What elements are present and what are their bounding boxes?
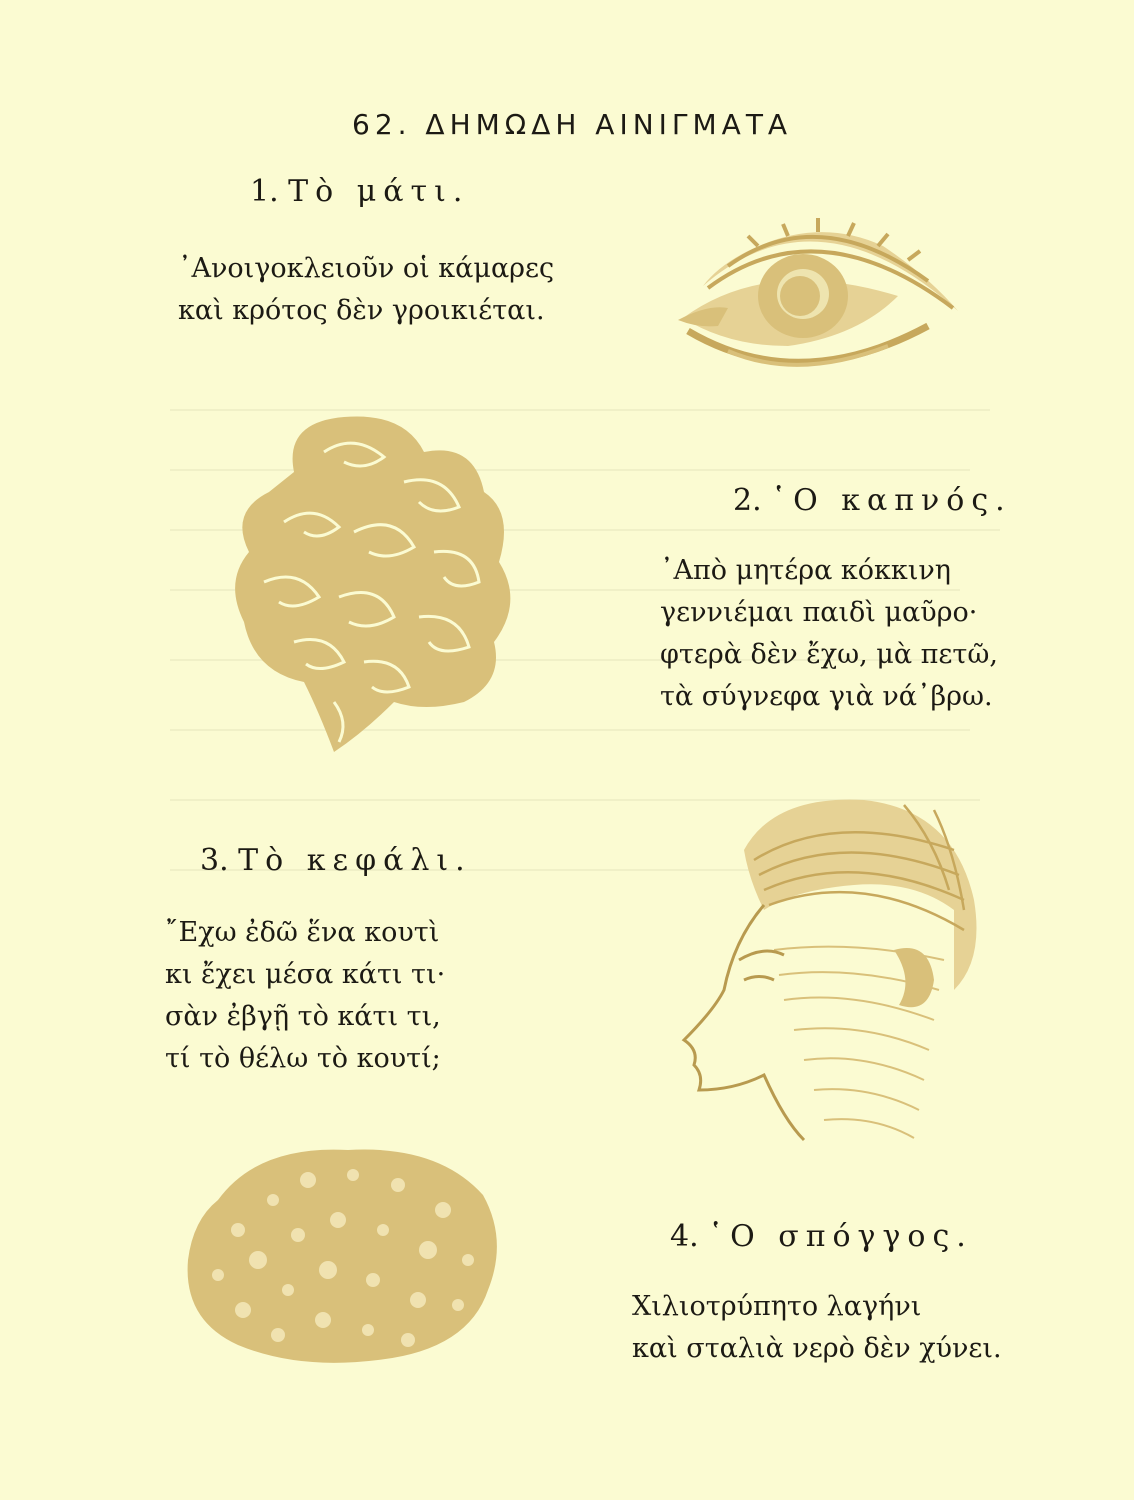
verse-line: τί τὸ θέλω τὸ κουτί; (165, 1043, 441, 1074)
verse-line: φτερὰ δὲν ἔχω, μὰ πετῶ, (660, 639, 998, 670)
riddle-3-answer: Τὸ κεφάλι. (238, 843, 472, 878)
riddle-3-number: 3. (200, 843, 229, 878)
eye-illustration (668, 196, 968, 386)
riddle-1-title (250, 174, 469, 209)
riddle-3-title (200, 843, 472, 878)
verse-line: σὰν ἐβγῇ τὸ κάτι τι, (165, 1001, 441, 1032)
riddle-4-answer: ῾Ο σπόγγος. (708, 1219, 973, 1254)
head-illustration (654, 790, 1004, 1150)
smoke-illustration (224, 412, 524, 757)
verse-line: καὶ σταλιὰ νερὸ δὲν χύνει. (632, 1333, 1002, 1364)
riddle-2-answer: ῾Ο καπνός. (771, 483, 1012, 518)
riddle-2-number: 2. (733, 483, 762, 518)
riddle-3-verse (165, 912, 445, 1080)
page-heading: 62. ΔΗΜΩΔΗ ΑΙΝΙΓΜΑΤΑ (352, 108, 793, 141)
riddle-4-verse (632, 1286, 1002, 1370)
sponge-illustration (178, 1140, 508, 1370)
riddle-2-verse (660, 550, 998, 718)
riddle-1-number: 1. (250, 174, 279, 209)
riddle-4-number: 4. (670, 1219, 699, 1254)
riddle-1-verse (178, 248, 554, 332)
riddle-4-title (670, 1219, 973, 1254)
riddle-2-title (733, 483, 1012, 518)
verse-line: καὶ κρότος δὲν γροικιέται. (178, 295, 545, 326)
verse-line: ῎Εχω ἐδῶ ἕνα κουτὶ (165, 917, 440, 948)
verse-line: ᾿Ανοιγοκλειοῦν οἱ κάμαρες (178, 253, 555, 284)
verse-line: ᾿Απὸ μητέρα κόκκινη (660, 555, 951, 586)
verse-line: κι ἔχει μέσα κάτι τι· (165, 959, 446, 990)
riddle-1-answer: Τὸ μάτι. (288, 174, 470, 209)
verse-line: Χιλιοτρύπητο λαγήνι (632, 1291, 922, 1322)
verse-line: τὰ σύγνεφα γιὰ νά᾿βρω. (660, 681, 993, 712)
verse-line: γεννιέμαι παιδὶ μαῦρο· (660, 597, 978, 628)
